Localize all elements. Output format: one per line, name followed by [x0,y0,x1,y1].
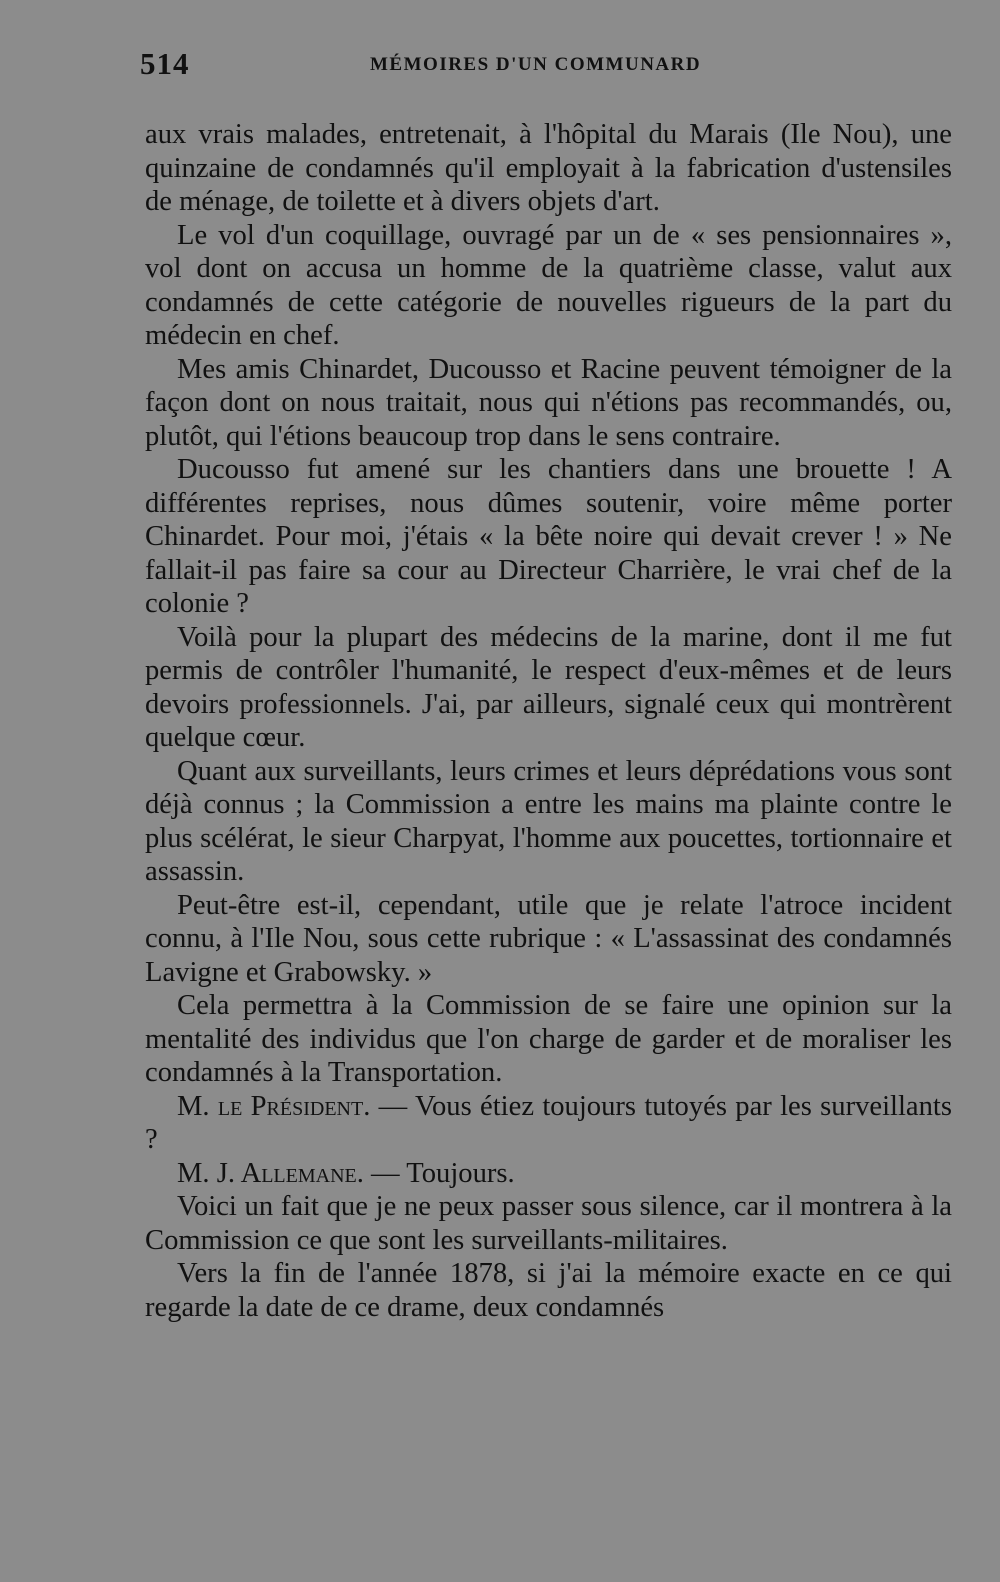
paragraph [145,889,952,990]
paragraph [145,1257,952,1324]
paragraph [145,219,952,353]
dialogue-paragraph [145,1157,952,1191]
paragraph-text: Ducousso fut amené sur les chantiers dans une brouette ! A différentes reprises, nous dûmes soutenir, voire même porter Chinardet. Pour moi, j'étais « la bête noire qui devait crever ! » Ne fallait-il pas faire sa cour au Directeur Charrière, le vrai chef de la colonie ? [145,454,952,619]
paragraph-text: Voici un fait que je ne peux passer sous silence, car il montrera à la Commission ce que sont les surveillants-militaires. [145,1191,952,1256]
paragraph-text: Mes amis Chinardet, Ducousso et Racine peuvent témoigner de la façon dont on nous traitait, nous qui n'étions pas recommandés, ou, plutôt, qui l'étions beaucoup trop dans le sens contraire. [145,353,952,452]
page-header [140,46,952,86]
body-text [145,118,952,1324]
speaker-name: M. J. Allemane. [177,1157,364,1189]
paragraph-text: Le vol d'un coquillage, ouvragé par un de « ses pensionnaires », vol dont on accusa un homme de la quatrième classe, valut aux condamnés de cette catégorie de nouvelles rigueurs de la part du médecin en chef. [145,219,952,351]
paragraph [145,755,952,889]
running-title: MÉMOIRES D'UN COMMUNARD [370,54,702,75]
paragraph [145,1190,952,1257]
paragraph [145,118,952,219]
speaker-name: M. le Président. [177,1090,371,1122]
paragraph [145,453,952,621]
paragraph-text: Vers la fin de l'année 1878, si j'ai la mémoire exacte en ce qui regarde la date de ce drame, deux condamnés [145,1258,952,1323]
dialogue-paragraph [145,1090,952,1157]
paragraph [145,989,952,1090]
paragraph-text: aux vrais malades, entretenait, à l'hôpital du Marais (Ile Nou), une quinzaine de condamnés qu'il employait à la fabrication d'ustensiles de ménage, de toilette et à divers objets d'art. [145,119,952,217]
page-number: 514 [140,46,190,81]
paragraph-text: Peut-être est-il, cependant, utile que je relate l'atroce incident connu, à l'Ile Nou, sous cette rubrique : « L'assassinat des condamnés Lavigne et Grabowsky. » [145,889,952,988]
paragraph-text: Cela permettra à la Commission de se faire une opinion sur la mentalité des individus que l'on charge de garder et de moraliser les condamnés à la Transportation. [145,990,952,1088]
paragraph-text: Voilà pour la plupart des médecins de la marine, dont il me fut permis de contrôler l'humanité, le respect d'eux-mêmes et de leurs devoirs professionnels. J'ai, par ailleurs, signalé ceux qui montrèrent quelque cœur. [145,621,952,753]
paragraph [145,353,952,454]
paragraph-text: — Vous étiez toujours tutoyés par les surveillants ? [145,1090,952,1155]
paragraph [145,621,952,755]
paragraph-text: Quant aux surveillants, leurs crimes et leurs déprédations vous sont déjà connus ; la Commission a entre les mains ma plainte contre le plus scélérat, le sieur Charpyat, l'homme aux poucettes, tortionnaire et assassin. [145,755,952,887]
paragraph-text: — Toujours. [363,1157,515,1189]
